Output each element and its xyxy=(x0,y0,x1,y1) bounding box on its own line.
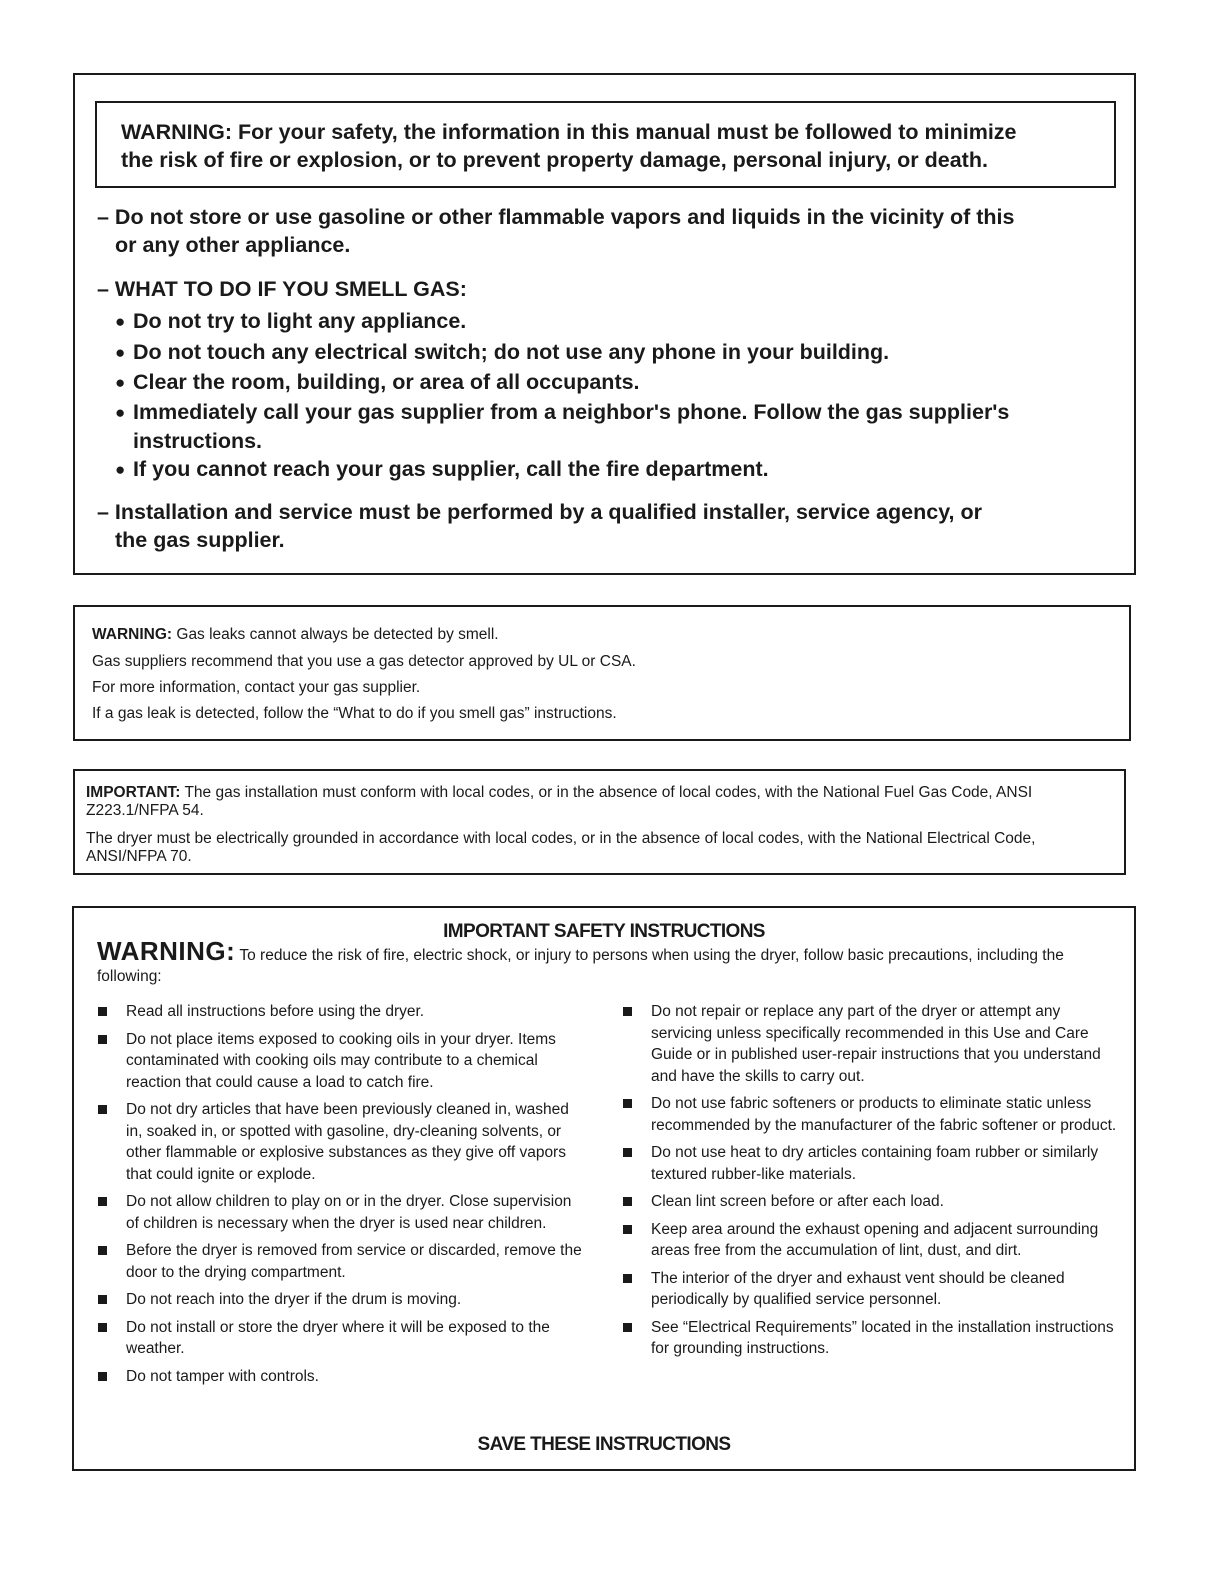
installation-line2: the gas supplier. xyxy=(115,528,285,552)
list-item-text: Do not tamper with controls. xyxy=(126,1367,319,1385)
installation-item xyxy=(97,498,982,554)
list-item-text: The interior of the dryer and exhaust vent should be cleaned periodically by qualified service personnel. xyxy=(651,1269,1065,1308)
list-item xyxy=(621,1093,1121,1136)
important-codes-box xyxy=(73,769,1126,875)
bullet-call-supplier-line1: Immediately call your gas supplier from a neighbor's phone. Follow the gas supplier's xyxy=(133,400,1010,424)
list-item-text: Before the dryer is removed from service or discarded, remove the door to the drying compartment. xyxy=(126,1242,582,1281)
square-bullet-icon xyxy=(98,1197,107,1206)
grounding-paragraph: The dryer must be electrically grounded in accordance with local codes, or in the absence of local codes, with the National Electrical Code, ANSI/NFPA 70. xyxy=(86,830,1036,865)
bullet-no-light-text: Do not try to light any appliance. xyxy=(133,309,467,333)
gas-leak-line4: If a gas leak is detected, follow the “What to do if you smell gas” instructions. xyxy=(92,705,617,722)
square-bullet-icon xyxy=(98,1372,107,1381)
list-item xyxy=(96,1317,586,1360)
list-item-text: Keep area around the exhaust opening and adjacent surrounding areas free from the accumulation of lint, dust, and dirt. xyxy=(651,1220,1099,1259)
square-bullet-icon xyxy=(623,1007,632,1016)
square-bullet-icon xyxy=(623,1148,632,1157)
gas-leak-warning-label: WARNING: xyxy=(92,626,173,643)
bullet-call-supplier xyxy=(115,398,1009,455)
square-bullet-icon xyxy=(98,1035,107,1044)
list-item-text: Do not allow children to play on or in the dryer. Close supervision of children is necessary when the dryer is used near children. xyxy=(126,1193,572,1232)
primary-warning-frame xyxy=(95,101,1116,188)
gas-leak-line1-text: Gas leaks cannot always be detected by smell. xyxy=(172,626,499,643)
gas-installation-paragraph xyxy=(86,784,1106,819)
square-bullet-icon xyxy=(623,1225,632,1234)
bullet-call-supplier-line2: instructions. xyxy=(133,429,263,453)
installation-line1: – Installation and service must be performed by a qualified installer, service agency, or xyxy=(97,500,983,524)
list-item xyxy=(96,1366,586,1388)
no-flammables-item xyxy=(97,203,1015,259)
bullet-clear-room-text: Clear the room, building, or area of all occupants. xyxy=(133,370,640,394)
bullet-no-light xyxy=(115,307,466,336)
gas-safety-warning-box xyxy=(73,73,1136,575)
bullet-no-switch-text: Do not touch any electrical switch; do not use any phone in your building. xyxy=(133,340,890,364)
list-item xyxy=(96,1191,586,1234)
gas-leak-line3: For more information, contact your gas supplier. xyxy=(92,679,421,696)
safety-instructions-box xyxy=(72,906,1136,1471)
list-item xyxy=(621,1317,1121,1360)
bullet-dot-icon: ● xyxy=(115,312,126,331)
bullet-dot-icon: ● xyxy=(115,403,126,422)
gas-leak-line1 xyxy=(92,625,499,645)
gas-installation-text: The gas installation must conform with local codes, or in the absence of local codes, with the National Fuel Gas Code, ANSI Z223.1/NFPA 54. xyxy=(86,784,1033,819)
square-bullet-icon xyxy=(623,1274,632,1283)
list-item-text: Do not use heat to dry articles containing foam rubber or similarly textured rubber-like materials. xyxy=(651,1144,1099,1183)
list-item-text: Do not place items exposed to cooking oils in your dryer. Items contaminated with cooking oils may contribute to a chemical reaction that could cause a load to catch fire. xyxy=(126,1030,556,1091)
square-bullet-icon xyxy=(98,1007,107,1016)
bullet-fire-department-text: If you cannot reach your gas supplier, call the fire department. xyxy=(133,457,769,481)
bullet-no-switch xyxy=(115,338,889,367)
bullet-fire-department xyxy=(115,455,769,484)
square-bullet-icon xyxy=(98,1323,107,1332)
list-item xyxy=(96,1001,586,1023)
bullet-dot-icon: ● xyxy=(115,343,126,362)
list-item xyxy=(96,1289,586,1311)
square-bullet-icon xyxy=(98,1105,107,1114)
right-instruction-list xyxy=(621,1001,1121,1360)
primary-warning-text xyxy=(121,118,1017,174)
no-flammables-line2: or any other appliance. xyxy=(115,233,351,257)
smell-gas-heading: – WHAT TO DO IF YOU SMELL GAS: xyxy=(97,277,467,301)
bullet-dot-icon: ● xyxy=(115,373,126,392)
square-bullet-icon xyxy=(623,1197,632,1206)
list-item-text: Do not repair or replace any part of the dryer or attempt any servicing unless specifically recommended in this Use and Care Guide or in published user-repair instructions that you understand and have the skills to carry out. xyxy=(651,1003,1101,1085)
list-item-text: Read all instructions before using the dryer. xyxy=(126,1003,425,1020)
no-flammables-line1: – Do not store or use gasoline or other flammable vapors and liquids in the vicinity of this xyxy=(97,205,1015,229)
list-item xyxy=(96,1029,586,1094)
list-item-text: Clean lint screen before or after each load. xyxy=(651,1193,944,1210)
square-bullet-icon xyxy=(98,1295,107,1304)
square-bullet-icon xyxy=(98,1246,107,1255)
safety-warning-text: To reduce the risk of fire, electric shock, or injury to persons when using the dryer, follow basic precautions, including the following: xyxy=(97,947,1064,985)
list-item-text: Do not install or store the dryer where it will be exposed to the weather. xyxy=(126,1318,550,1357)
important-label: IMPORTANT: xyxy=(86,784,181,801)
list-item xyxy=(621,1001,1121,1087)
square-bullet-icon xyxy=(623,1099,632,1108)
list-item-text: Do not dry articles that have been previously cleaned in, washed in, soaked in, or spotted with gasoline, dry-cleaning solvents, or other flammable or explosive substances as they give off vapors that could ignite or explode. xyxy=(126,1101,569,1183)
primary-warning-line2: the risk of fire or explosion, or to prevent property damage, personal injury, or death. xyxy=(121,148,988,172)
safety-warning-label: WARNING: xyxy=(97,936,236,966)
safety-warning-intro xyxy=(97,936,1117,987)
list-item xyxy=(621,1219,1121,1262)
left-instruction-list xyxy=(96,1001,586,1387)
primary-warning-line1: WARNING: For your safety, the information in this manual must be followed to minimize xyxy=(121,120,1017,144)
list-item-text: See “Electrical Requirements” located in the installation instructions for grounding instructions. xyxy=(651,1318,1114,1357)
list-item xyxy=(96,1099,586,1185)
square-bullet-icon xyxy=(623,1323,632,1332)
list-item-text: Do not reach into the dryer if the drum is moving. xyxy=(126,1291,462,1308)
list-item xyxy=(96,1240,586,1283)
list-item-text: Do not use fabric softeners or products to eliminate static unless recommended by the manufacturer of the fabric softener or product. xyxy=(651,1095,1117,1134)
list-item xyxy=(621,1191,1121,1213)
save-instructions-footer: SAVE THESE INSTRUCTIONS xyxy=(477,1434,731,1455)
bullet-clear-room xyxy=(115,368,640,397)
list-item xyxy=(621,1142,1121,1185)
gas-leak-warning-box xyxy=(73,605,1131,741)
gas-leak-line2: Gas suppliers recommend that you use a gas detector approved by UL or CSA. xyxy=(92,653,636,670)
bullet-dot-icon: ● xyxy=(115,460,126,479)
safety-instructions-title: IMPORTANT SAFETY INSTRUCTIONS xyxy=(443,921,765,942)
list-item xyxy=(621,1268,1121,1311)
